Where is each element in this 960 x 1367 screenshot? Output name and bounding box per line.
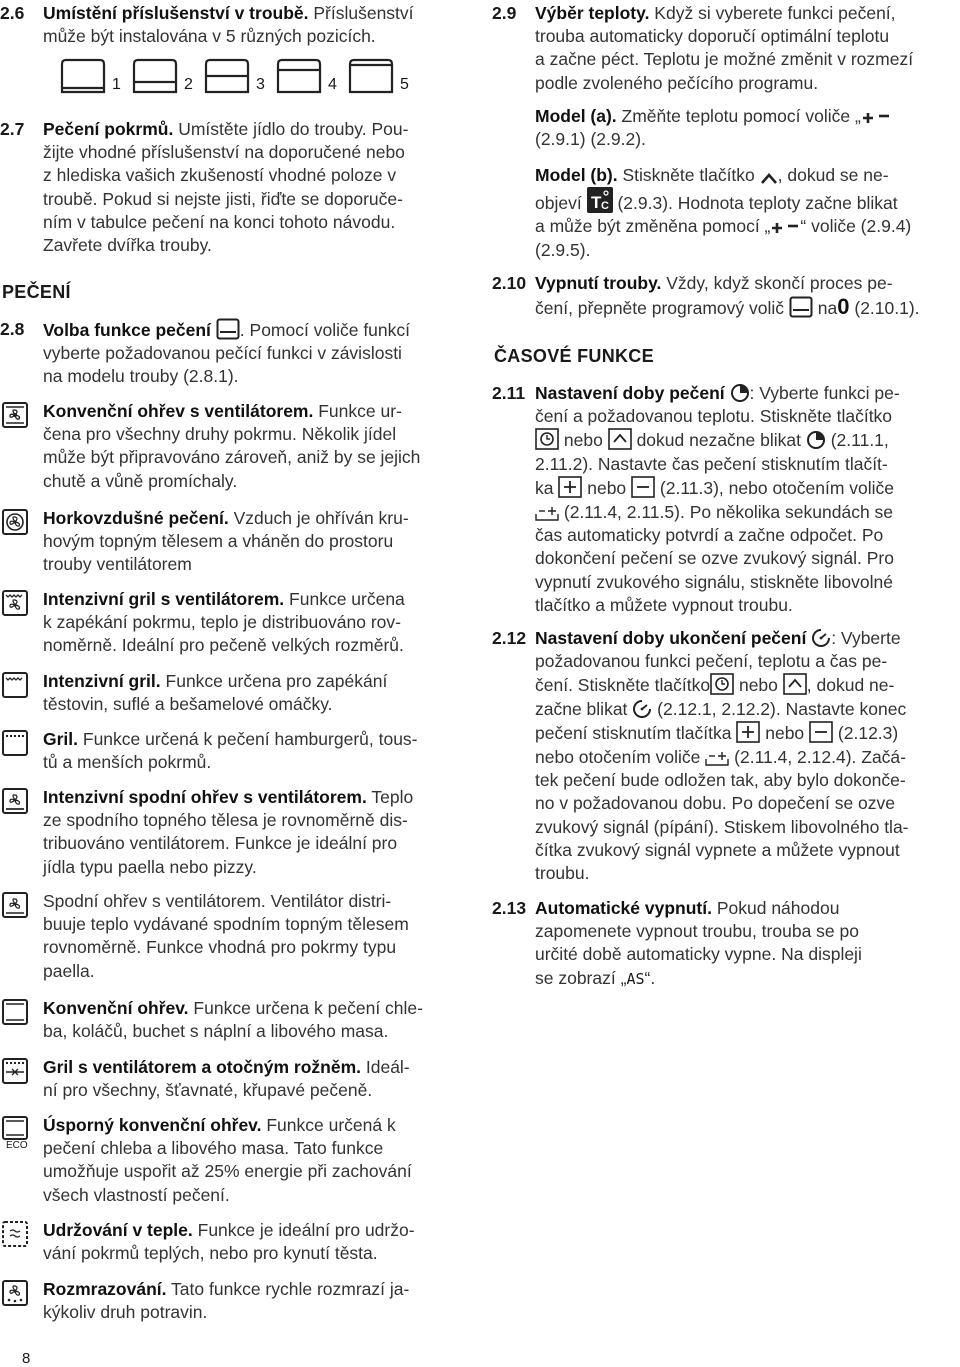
section-text: ním v tabulce pečení na konci tohoto návodu.	[43, 211, 396, 232]
minus-button-icon	[631, 476, 655, 498]
function-title: Úsporný konvenční ohřev.	[43, 1115, 262, 1135]
section-text: podle zvoleného pečícího programu.	[535, 72, 819, 93]
section-title: Nastavení doby ukončení pečení	[535, 628, 807, 648]
section-text: Když si vyberete funkci pečení,	[649, 3, 896, 23]
section-text: pečení stisknutím tlačítka	[535, 722, 732, 743]
function-conventional-fan	[0, 400, 475, 493]
section-2-12	[492, 627, 960, 885]
shelf-position-2-icon	[132, 58, 178, 96]
model-b-text: Stiskněte tlačítko	[617, 165, 755, 185]
section-text: a začne péct. Teplotu je možné změnit v rozmezí	[535, 49, 914, 70]
function-text: Tato funkce rychle rozmrazí ja-	[166, 1279, 410, 1299]
section-text: zvukový signál (pípání). Stiskem libovolného tla-	[535, 816, 909, 837]
function-text: ze spodního topného tělesa je rovnoměrně dis-	[43, 810, 408, 831]
function-defrost	[0, 1278, 475, 1324]
defrost-icon	[2, 1280, 28, 1306]
chevron-up-button-icon	[608, 428, 632, 450]
cooking-duration-icon	[730, 383, 750, 403]
section-text: nebo	[563, 430, 603, 451]
function-text: umožňuje uspořit až 25% energie při zachování	[43, 1161, 412, 1182]
function-keep-warm	[0, 1219, 475, 1265]
shelf-positions	[60, 58, 420, 98]
function-text: čena pro všechny druhy pokrmu. Několik jídel	[43, 424, 397, 445]
grill-fan-icon	[2, 590, 28, 616]
model-a-text: Změňte teplotu pomocí voliče „	[616, 106, 861, 126]
temperature-symbol-icon	[587, 187, 613, 213]
section-text: . Pomocí voliče funkcí	[239, 320, 411, 340]
function-title: Udržování v teple.	[43, 1220, 193, 1240]
bottom-fan-icon	[2, 892, 28, 918]
function-text: hovým topným tělesem a vháněn do prostoru	[43, 531, 394, 552]
function-text: buuje teplo vydávané spodním topným tělesem	[43, 914, 409, 935]
heading-casove-funkce: ČASOVÉ FUNKCE	[494, 346, 654, 366]
section-number: 2.6	[0, 3, 25, 23]
chevron-up-icon	[760, 171, 778, 185]
function-text: všech vlastností pečení.	[43, 1184, 230, 1205]
function-intense-bottom-fan	[0, 786, 475, 879]
function-text: jídla typu paella nebo pizzy.	[43, 856, 257, 877]
grill-icon	[2, 730, 28, 756]
function-text: vání pokrmů teplých, nebo pro kynutí těsta.	[43, 1243, 378, 1264]
clock-button-icon	[710, 673, 734, 695]
function-text: rovnoměrně. Funkce vhodná pro pokrmy typu	[43, 937, 397, 958]
function-title: Horkovzdušné pečení.	[43, 508, 229, 528]
function-title: Rozmrazování.	[43, 1279, 167, 1299]
section-text: (2.12.1, 2.12.2). Nastavte konec	[657, 698, 907, 719]
function-text: noměrně. Ideální pro pečeně velkých rozměrů.	[43, 635, 404, 656]
plus-button-icon	[736, 721, 760, 743]
function-intense-grill-fan	[0, 588, 475, 658]
section-number: 2.12	[492, 628, 527, 648]
section-text: Pokud náhodou	[711, 898, 840, 918]
section-number: 2.7	[0, 119, 25, 139]
model-b-text: “ voliče (2.9.4)	[800, 216, 912, 237]
section-text: (2.11.3), nebo otočením voliče	[659, 477, 895, 498]
eco-label: ECO	[6, 1140, 28, 1151]
section-text: troubě. Pokud si nejste jisti, řiďte se doporuče-	[43, 188, 403, 209]
section-text: vyberte požadovanou pečící funkci v závislosti	[43, 343, 402, 364]
function-bottom-fan	[0, 890, 475, 983]
shelf-position-label: 4	[328, 76, 337, 93]
section-text: Zavřete dvířka trouby.	[43, 235, 212, 256]
model-b-block	[535, 164, 960, 262]
function-text: k zapékání pokrmu, teplo je distribuováno rov-	[43, 612, 401, 633]
section-text: požadovanou funkci pečení, teplotu a čas pe-	[535, 651, 888, 672]
function-text: Funkce ur-	[313, 401, 402, 421]
eco-heat-icon	[2, 1116, 28, 1142]
conventional-heat-icon	[2, 999, 28, 1025]
bottom-heat-fan-icon	[2, 788, 28, 814]
section-number: 2.13	[492, 898, 527, 918]
section-text: nebo	[587, 477, 627, 498]
fan-top-bottom-heat-icon	[2, 402, 28, 428]
section-text: nebo otočením voliče	[535, 747, 701, 768]
section-text: tlačítko a můžete vypnout troubu.	[535, 594, 793, 615]
function-text: ba, koláčů, buchet s náplní a libového masa.	[43, 1021, 389, 1042]
model-b-text: a může být změněna pomocí „	[535, 216, 771, 237]
minus-button-icon	[809, 721, 833, 743]
page-number: 8	[22, 1350, 31, 1367]
function-text: Funkce určená k	[261, 1115, 396, 1135]
section-text: čení, přepněte programový volič	[535, 298, 785, 319]
circular-fan-icon	[2, 509, 28, 535]
function-title: Intenzivní gril s ventilátorem.	[43, 589, 285, 609]
function-text: Ideál-	[361, 1057, 410, 1077]
section-number: 2.10	[492, 273, 527, 293]
shelf-position-label: 2	[184, 76, 193, 93]
knob-plus-minus-icon	[705, 745, 729, 767]
plus-minus-icon	[770, 220, 800, 236]
section-number: 2.8	[0, 319, 25, 339]
program-selector-icon	[789, 296, 813, 318]
function-text: Funkce určena pro zapékání	[160, 671, 388, 691]
end-time-icon	[811, 628, 831, 648]
function-text: Vzduch je ohříván kru-	[228, 508, 409, 528]
function-text: Teplo	[366, 787, 414, 807]
shelf-position-5-icon	[348, 58, 394, 96]
section-title: Výběr teploty.	[535, 3, 650, 23]
function-title: Gril.	[43, 729, 79, 749]
section-text: čení a požadovanou teplotu. Stiskněte tlačítko	[535, 406, 893, 427]
model-b-text: objeví	[535, 193, 582, 214]
section-title: Nastavení doby pečení	[535, 383, 725, 403]
function-text: těstovin, suflé a bešamelové omáčky.	[43, 694, 333, 715]
section-text: Vždy, když skončí proces pe-	[661, 273, 893, 293]
section-2-8	[0, 318, 475, 389]
shelf-position-1-icon	[60, 58, 106, 96]
function-text: Spodní ohřev s ventilátorem. Ventilátor distri-	[43, 891, 392, 911]
oven-function-icon	[216, 318, 240, 340]
function-text: Funkce určená k pečení hamburgerů, tous-	[78, 729, 418, 749]
function-title: Intenzivní gril.	[43, 671, 161, 691]
shelf-position-3-icon	[204, 58, 250, 96]
section-text: troubu.	[535, 863, 590, 884]
rotisserie-icon	[2, 1058, 28, 1084]
section-text: čení. Stiskněte tlačítko	[535, 675, 711, 696]
heading-peceni: PEČENÍ	[2, 282, 71, 302]
section-text: : Vyberte	[831, 628, 901, 648]
function-text: Funkce je ideální pro udržo-	[192, 1220, 415, 1240]
section-text: může být instalována v 5 různých pozicích.	[43, 26, 376, 47]
function-grill-rotisserie	[0, 1056, 475, 1102]
section-text: (2.11.4, 2.11.5). Po několika sekundách se	[563, 502, 894, 523]
section-title: Automatické vypnutí.	[535, 898, 712, 918]
section-2-10	[492, 272, 960, 320]
function-text: tů a menších pokrmů.	[43, 752, 212, 773]
function-text: trouby ventilátorem	[43, 554, 192, 575]
function-eco-conventional	[0, 1114, 475, 1207]
section-text: “.	[644, 967, 656, 988]
section-text: čítka zvukový signál vypnete a můžete vypnout	[535, 839, 900, 860]
function-grill	[0, 728, 475, 774]
section-text: dokud nezačne blikat	[636, 430, 801, 451]
section-text: , dokud ne-	[806, 675, 895, 696]
model-a-block	[535, 105, 960, 151]
section-text: ka	[535, 477, 554, 498]
shelf-position-4-icon	[276, 58, 322, 96]
section-text: na modelu trouby (2.8.1).	[43, 366, 239, 387]
section-text: nebo	[738, 675, 778, 696]
section-text: Umístěte jídlo do trouby. Pou-	[178, 119, 409, 139]
section-text: (2.11.1,	[830, 430, 889, 451]
section-text: (2.10.1).	[854, 298, 920, 319]
section-2-13	[492, 897, 960, 991]
clock-button-icon	[535, 428, 559, 450]
chevron-up-button-icon	[783, 673, 807, 695]
svg-text:C: C	[600, 200, 609, 213]
plus-button-icon	[558, 476, 582, 498]
section-text: začne blikat	[535, 698, 628, 719]
shelf-position-label: 3	[256, 76, 265, 93]
section-text: dokončení pečení se ozve zvukový signál. Pro	[535, 548, 894, 569]
function-intense-grill	[0, 670, 475, 716]
svg-text:T: T	[590, 193, 601, 213]
function-conventional	[0, 997, 475, 1043]
section-text: vypnutí zvukového signálu, stiskněte libovolné	[535, 571, 893, 592]
function-title: Konvenční ohřev.	[43, 998, 189, 1018]
model-b-text: (2.9.5).	[535, 239, 591, 260]
section-text: na	[817, 298, 838, 319]
section-title: Volba funkce pečení	[43, 320, 211, 340]
function-title: Intenzivní spodní ohřev s ventilátorem.	[43, 787, 367, 807]
shelf-position-label: 1	[112, 76, 121, 93]
section-text: trouba automaticky doporučí optimální teplotu	[535, 26, 890, 47]
function-text: Funkce určena	[284, 589, 405, 609]
function-text: paella.	[43, 960, 95, 981]
section-text: Příslušenství	[313, 3, 414, 23]
function-text: chutě a vůně promíchaly.	[43, 470, 238, 491]
keep-warm-icon	[2, 1221, 28, 1247]
section-text: no v požadovanou dobu. Po dopečení se ozve	[535, 793, 895, 814]
section-title: Pečení pokrmů.	[43, 119, 174, 139]
section-text: z hlediska vašich zkušeností vhodné poloze v	[43, 165, 397, 186]
end-time-icon	[632, 699, 652, 719]
section-2-11	[492, 382, 960, 617]
function-title: Gril s ventilátorem a otočným rožněm.	[43, 1057, 361, 1077]
section-title: Vypnutí trouby.	[535, 273, 662, 293]
section-text: nebo	[765, 722, 805, 743]
shelf-position-label: 5	[400, 76, 409, 93]
function-title: Konvenční ohřev s ventilátorem.	[43, 401, 314, 421]
function-text: pečení chleba a libového masa. Tato funkce	[43, 1138, 384, 1159]
section-number: 2.9	[492, 3, 517, 23]
section-text: žijte vhodné příslušenství na doporučené nebo	[43, 142, 405, 163]
section-text: tek pečení bude odložen tak, aby bylo dokonče-	[535, 770, 906, 791]
knob-plus-minus-icon	[535, 500, 559, 522]
section-2-7	[0, 118, 475, 257]
off-position: 0	[837, 294, 850, 320]
section-text: : Vyberte funkci pe-	[749, 383, 900, 403]
section-text: (2.11.4, 2.12.4). Začá-	[734, 747, 906, 768]
function-text: ní pro všechny, šťavnaté, křupavé pečeně.	[43, 1080, 373, 1101]
section-text: (2.12.3)	[837, 722, 899, 743]
section-text: čas automaticky potvrdí a začne odpočet. Po	[535, 525, 884, 546]
plus-minus-icon	[861, 110, 891, 126]
model-b-label: Model (b).	[535, 165, 618, 185]
section-text: se zobrazí „	[535, 967, 627, 988]
model-b-text: (2.9.3). Hodnota teploty začne blikat	[612, 193, 898, 214]
section-text: určité době automaticky vypne. Na displeji	[535, 944, 862, 965]
section-text: zapomenete vypnout troubu, trouba se po	[535, 921, 859, 942]
function-text: může být připravováno zároveň, aniž by se jejich	[43, 447, 421, 468]
section-number: 2.11	[492, 383, 526, 403]
display-as-indicator: AS	[626, 969, 645, 988]
function-hot-air	[0, 507, 475, 577]
section-text: 2.11.2). Nastavte čas pečení stisknutím tlačít-	[535, 453, 888, 474]
model-a-label: Model (a).	[535, 106, 617, 126]
function-text: Funkce určena k pečení chle-	[188, 998, 423, 1018]
section-2-6	[0, 2, 475, 48]
function-text: kýkoliv druh potravin.	[43, 1302, 208, 1323]
section-2-9	[492, 2, 960, 95]
model-a-text: (2.9.1) (2.9.2).	[535, 129, 646, 150]
cooking-duration-icon	[806, 430, 826, 450]
model-b-text: , dokud se ne-	[777, 165, 889, 185]
intense-grill-icon	[2, 672, 28, 698]
function-text: tribuováno ventilátorem. Funkce je ideální pro	[43, 833, 398, 854]
section-title: Umístění příslušenství v troubě.	[43, 3, 309, 23]
